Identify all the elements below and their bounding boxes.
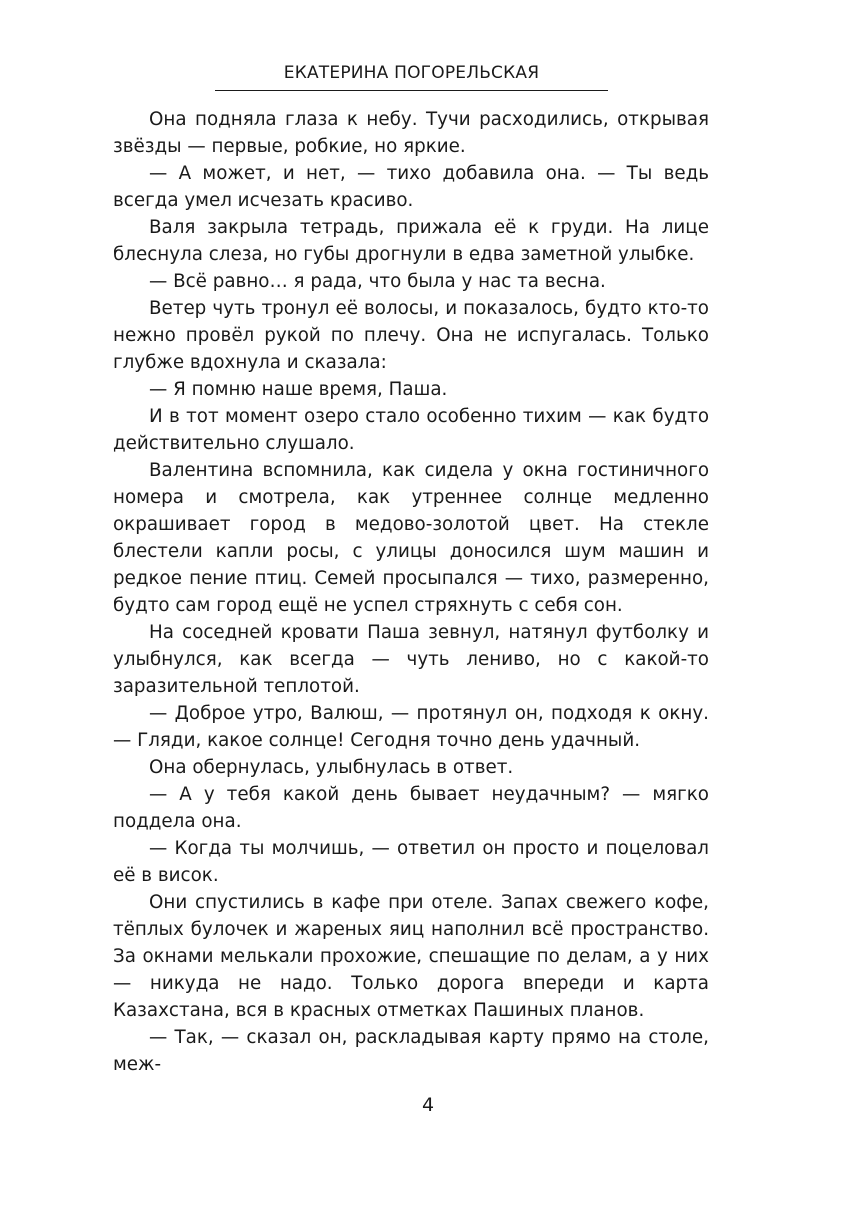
paragraph: — Когда ты молчишь, — ответил он просто и поцеловал её в висок. (113, 838, 709, 886)
paragraph: — Так, — сказал он, раскладывая карту прямо на столе, меж- (113, 1027, 709, 1075)
paragraph: — А у тебя какой день бывает неудачным? — мягко поддела она. (113, 784, 709, 832)
paragraph: Она подняла глаза к небу. Тучи расходились, открывая звёзды — первые, робкие, но яркие. (113, 109, 709, 157)
paragraph: Валентина вспомнила, как сидела у окна гостиничного номера и смотрела, как утреннее солнце медленно окрашивает город в медово-золотой цвет. На стекле блестели капли росы, с улицы доносился шум машин и редкое пение птиц. Семей просыпался — тихо, размеренно, будто сам город ещё не успел стряхнуть с себя сон. (113, 460, 709, 616)
header-rule (215, 90, 608, 91)
paragraph: На соседней кровати Паша зевнул, натянул футболку и улыбнулся, как всегда — чуть лениво, но с какой-то заразительной теплотой. (113, 622, 709, 697)
paragraph: — А может, и нет, — тихо добавила она. — Ты ведь всегда умел исчезать красиво. (113, 163, 709, 211)
paragraph: И в тот момент озеро стало особенно тихим — как будто действительно слушало. (113, 406, 709, 454)
paragraph: — Я помню наше время, Паша. (149, 379, 448, 400)
paragraph: Валя закрыла тетрадь, прижала её к груди. На лице блеснула слеза, но губы дрогнули в едва заметной улыбке. (113, 217, 709, 265)
paragraph: Ветер чуть тронул её волосы, и показалось, будто кто-то нежно провёл рукой по плечу. Она не испугалась. Только глубже вдохнула и сказала: (113, 298, 709, 373)
running-header: ЕКАТЕРИНА ПОГОРЕЛЬСКАЯ (283, 63, 540, 83)
page-number: 4 (421, 1094, 435, 1116)
paragraph: — Доброе утро, Валюш, — протянул он, подходя к окну. — Гляди, какое солнце! Сегодня точно день удачный. (113, 703, 709, 751)
paragraph: — Всё равно… я рада, что была у нас та весна. (149, 271, 606, 292)
paragraph: Они спустились в кафе при отеле. Запах свежего кофе, тёплых булочек и жареных яиц наполнил всё пространство. За окнами мелькали прохожие, спешащие по делам, а у них — никуда не надо. Только дорога впереди и карта Казахстана, вся в красных отметках Пашиных планов. (113, 892, 709, 1021)
paragraph: Она обернулась, улыбнулась в ответ. (149, 757, 514, 778)
body-text (113, 106, 709, 1078)
